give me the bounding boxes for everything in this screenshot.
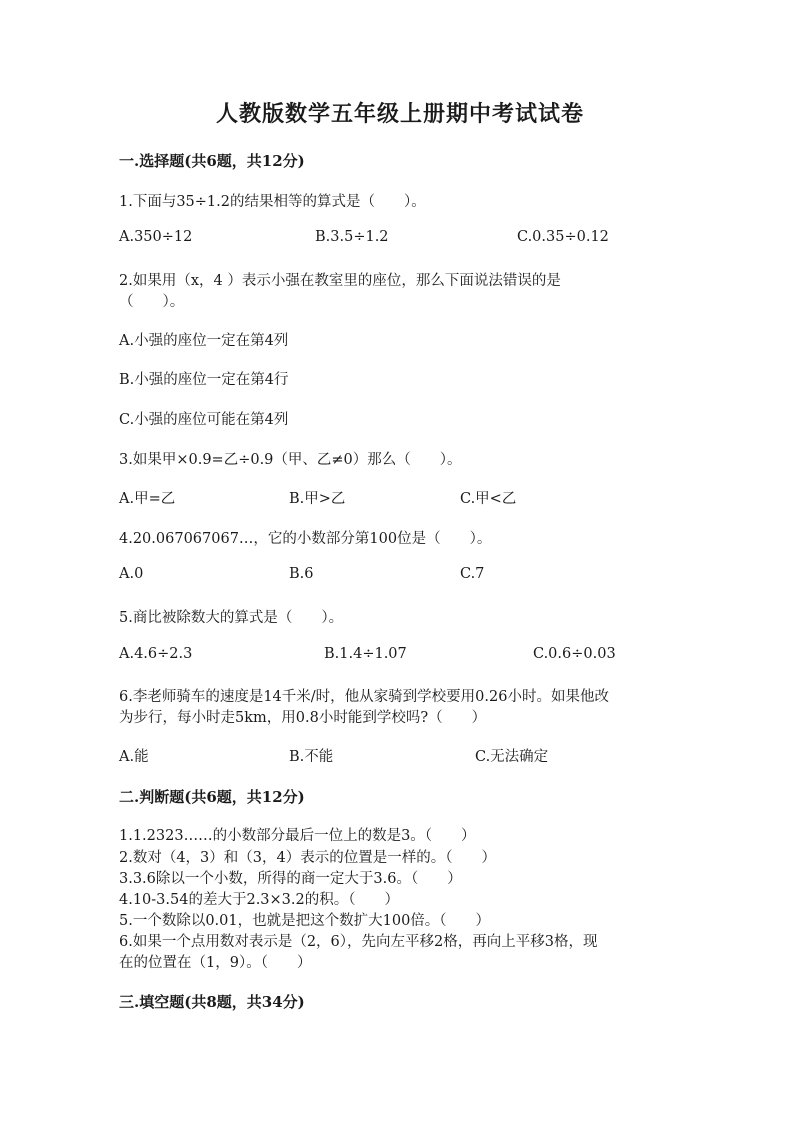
question-6-stem: 6.李老师骑车的速度是14千米/时，他从家骑到学校要用0.26小时。如果他改	[119, 689, 609, 705]
question-3-stem: 3.如果甲×0.9=乙÷0.9（甲、乙≠0）那么（ ）。	[119, 452, 462, 468]
question-4-stem: 4.20.067067067…，它的小数部分第100位是（ ）。	[119, 531, 492, 547]
q2-option-c: C.小强的座位可能在第4列	[119, 412, 289, 428]
question-5-stem: 5.商比被除数大的算式是（ ）。	[119, 610, 344, 626]
question-6-stem-cont: 为步行，每小时走5km，用0.8小时能到学校吗?（ ）	[119, 710, 487, 726]
q1-option-a: A.350÷12	[119, 229, 193, 245]
q2-option-b: B.小强的座位一定在第4行	[119, 372, 289, 388]
question-1-stem: 1.下面与35÷1.2的结果相等的算式是（ ）。	[119, 194, 426, 210]
q4-option-c: C.7	[460, 566, 485, 582]
q5-option-a: A.4.6÷2.3	[119, 646, 193, 662]
q5-option-b: B.1.4÷1.07	[324, 646, 407, 662]
q1-option-b: B.3.5÷1.2	[315, 229, 389, 245]
q3-option-a: A.甲=乙	[119, 491, 176, 507]
judgement-item-6: 6.如果一个点用数对表示是（2，6），先向左平移2格，再向上平移3格，现	[119, 934, 598, 950]
q6-option-c: C.无法确定	[475, 749, 549, 765]
section-heading-choice: 一.选择题(共6题，共12分)	[119, 152, 305, 170]
q1-option-c: C.0.35÷0.12	[517, 229, 609, 245]
judgement-item-6-cont: 在的位置在（1，9）。（ ）	[119, 955, 312, 971]
judgement-item-2: 2.数对（4，3）和（3，4）表示的位置是一样的。（ ）	[119, 850, 496, 866]
judgement-item-5: 5.一个数除以0.01，也就是把这个数扩大100倍。（ ）	[119, 913, 491, 929]
page-title: 人教版数学五年级上册期中考试试卷	[215, 101, 584, 127]
question-2-stem: 2.如果用（x，4 ）表示小强在教室里的座位，那么下面说法错误的是	[119, 273, 561, 289]
question-2-stem-cont: （ ）。	[119, 294, 185, 310]
judgement-item-3: 3.3.6除以一个小数，所得的商一定大于3.6。（ ）	[119, 871, 462, 887]
q3-option-b: B.甲>乙	[289, 491, 346, 507]
judgement-item-4: 4.10-3.54的差大于2.3×3.2的积。（ ）	[119, 892, 399, 908]
q6-option-b: B.不能	[289, 749, 334, 765]
q4-option-a: A.0	[119, 566, 144, 582]
section-heading-judgement: 二.判断题(共6题，共12分)	[119, 788, 305, 806]
q5-option-c: C.0.6÷0.03	[533, 646, 616, 662]
judgement-item-1: 1.1.2323……的小数部分最后一位上的数是3。（ ）	[119, 828, 476, 844]
q4-option-b: B.6	[289, 566, 314, 582]
q3-option-c: C.甲<乙	[460, 491, 517, 507]
q2-option-a: A.小强的座位一定在第4列	[119, 333, 289, 349]
section-heading-fill-in: 三.填空题(共8题，共34分)	[119, 993, 305, 1011]
q6-option-a: A.能	[119, 749, 149, 765]
